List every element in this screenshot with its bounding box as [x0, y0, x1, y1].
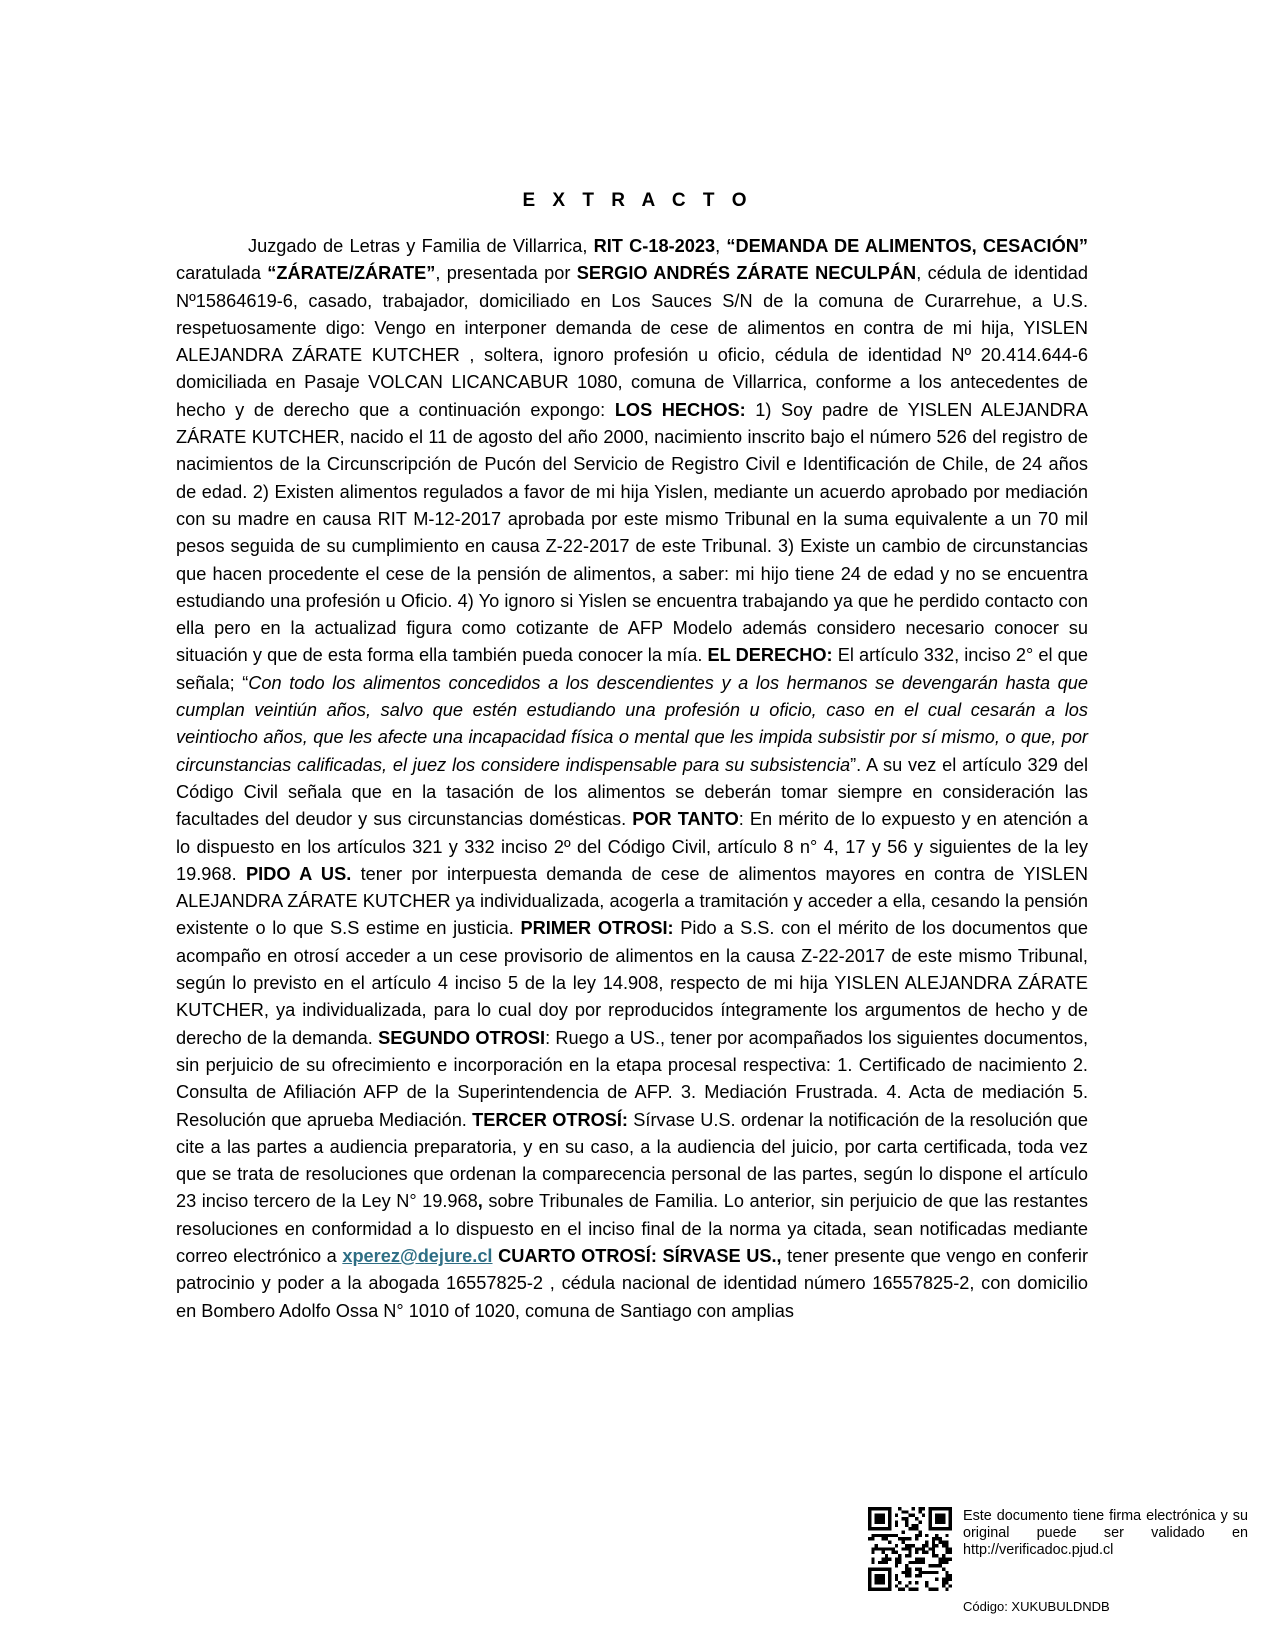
- text-segment: Juzgado de Letras y Familia de Villarrica,: [248, 236, 594, 256]
- text-segment: sobre Tribunales de Familia. Lo anterior, sin perjuicio de que las restantes resoluciones en conformidad a lo dispuesto en el inciso final de la norma ya citada, sean notificadas mediante correo electrónico a: [176, 1191, 1088, 1266]
- legal-quote: Con todo los alimentos concedidos a los descendientes y a los hermanos se devengarán hasta que cumplan veintiún años, salvo que estén estudiando una profesión u oficio, caso en el cual cesarán a los veintiocho años, que les afecte una incapacidad física o mental que les impida subsistir por sí mismo, o que, por circunstancias calificadas, el juez los considere indispensable para su subsistencia: [176, 672, 1088, 775]
- case-caption: “ZÁRATE/ZÁRATE”: [267, 263, 436, 284]
- case-title: “DEMANDA DE ALIMENTOS, CESACIÓN”: [726, 236, 1088, 256]
- section-heading-hechos: LOS HECHOS:: [614, 399, 746, 420]
- text-segment: , presentada por: [435, 263, 577, 284]
- text-segment: tener presente que vengo en conferir patrocinio y poder a la abogada 16557825-2 , cédula nacional de identidad número 16557825-2, con domicilio en Bombero Adolfo Ossa N° 1010 of 1020, comuna de Santiago con amplias: [176, 1245, 1088, 1321]
- text-segment: El artículo 332, inciso 2° el que señala; “: [176, 645, 1088, 693]
- section-heading-por-tanto: POR TANTO: [632, 809, 739, 830]
- email-link[interactable]: xperez@dejure.cl: [342, 1245, 493, 1266]
- section-heading-derecho: EL DERECHO:: [707, 645, 833, 666]
- text-segment: Pido a S.S. con el mérito de los documentos que acompaño en otrosí acceder a un cese provisorio de alimentos en la causa Z-22-2017 de este mismo Tribunal, según lo previsto en el artículo 4 inciso 5 de la ley 14.908, respecto de mi hija YISLEN ALEJANDRA ZÁRATE KUTCHER, ya individualizada, para lo cual doy por reproducidos íntegramente los argumentos de hecho y de derecho de la demanda.: [176, 918, 1088, 1048]
- case-number: RIT C-18-2023: [593, 236, 716, 256]
- text-segment: Sírvase U.S. ordenar la notificación de la resolución que cite a las partes a audiencia preparatoria, y en su caso, a la audiencia del juicio, por carta certificada, toda vez que se trata de resoluciones que ordenan la comparecencia personal de las partes, según lo dispone el artículo 23 inciso tercero de la Ley N° 19.968: [176, 1109, 1088, 1212]
- section-heading-cuarto-otrosi: CUARTO OTROSÍ: SÍRVASE US.,: [498, 1245, 782, 1266]
- section-heading-pido: PIDO A US.: [246, 863, 352, 884]
- text-segment: tener por interpuesta demanda de cese de alimentos mayores en contra de YISLEN ALEJANDRA ZÁRATE KUTCHER ya individualizada, acogerla a tramitación y acceder a ella, cesando la pensión existente o lo que S.S estime en justicia.: [176, 863, 1088, 939]
- qr-code-icon: [868, 1507, 952, 1591]
- document-title: E X T R A C T O: [522, 190, 753, 211]
- text-segment: : Ruego a US., tener por acompañados los siguientes documentos, sin perjuicio de su ofrecimiento e incorporación en la etapa procesal respectiva: 1. Certificado de nacimiento 2. Consulta de Afiliación AFP de la Superintendencia de AFP. 3. Mediación Frustrada. 4. Acta de mediación 5. Resolución que aprueba Mediación.: [176, 1027, 1089, 1130]
- section-heading-tercer-otrosi: TERCER OTROSÍ:: [472, 1109, 628, 1130]
- section-heading-segundo-otrosi: SEGUNDO OTROSI: [378, 1027, 546, 1048]
- text-segment: : En mérito de lo expuesto y en atención a lo dispuesto en los artículos 321 y 332 inciso 2º del Código Civil, artículo 8 n° 4, 17 y 56 y siguientes de la ley 19.968.: [176, 809, 1088, 884]
- signature-footer: [868, 1507, 1248, 1637]
- text-segment: ,: [715, 236, 727, 256]
- text-segment: caratulada: [176, 263, 268, 284]
- text-segment-bold: ,: [477, 1191, 483, 1212]
- document-body: [176, 233, 1088, 1325]
- plaintiff-name: SERGIO ANDRÉS ZÁRATE NECULPÁN: [576, 263, 917, 284]
- body-paragraph: [176, 233, 1088, 1325]
- text-segment: , cédula de identidad Nº15864619-6, casado, trabajador, domiciliado en Los Sauces S/N de la comuna de Curarrehue, a U.S. respetuosamente digo: Vengo en interponer demanda de cese de alimentos en contra de mi hija, YISLEN ALEJANDRA ZÁRATE KUTCHER , soltera, ignoro profesión u oficio, cédula de identidad Nº 20.414.644-6 domiciliada en Pasaje VOLCAN LICANCABUR 1080, comuna de Villarrica, conforme a los antecedentes de hecho y de derecho que a continuación expongo:: [176, 263, 1088, 420]
- verification-text: Este documento tiene firma electrónica y su original puede ser validado en http://verificadoc.pjud.cl: [963, 1508, 1248, 1558]
- text-segment: ”. A su vez el artículo 329 del Código Civil señala que en la tasación de los alimentos se deberán tomar siempre en consideración las facultades del deudor y sus circunstancias domésticas.: [176, 754, 1088, 830]
- verification-code: Código: XUKUBULDNDB: [963, 1599, 1110, 1614]
- section-heading-primer-otrosi: PRIMER OTROSI:: [520, 918, 674, 939]
- text-segment: 1) Soy padre de YISLEN ALEJANDRA ZÁRATE KUTCHER, nacido el 11 de agosto del año 2000, nacimiento inscrito bajo el número 526 del registro de nacimientos de la Circunscripción de Pucón del Servicio de Registro Civil e Identificación de Chile, de 24 años de edad. 2) Existen alimentos regulados a favor de mi hija Yislen, mediante un acuerdo aprobado por mediación con su madre en causa RIT M-12-2017 aprobada por este mismo Tribunal en la suma equivalente a un 70 mil pesos seguida de su cumplimiento en causa Z-22-2017 de este Tribunal. 3) Existe un cambio de circunstancias que hacen procedente el cese de la pensión de alimentos, a saber: mi hijo tiene 24 de edad y no se encuentra estudiando una profesión u Oficio. 4) Yo ignoro si Yislen se encuentra trabajando ya que he perdido contacto con ella pero en la actualizad figura como cotizante de AFP Modelo además considero necesario conocer su situación y que de esta forma ella también pueda conocer la mía.: [176, 399, 1089, 666]
